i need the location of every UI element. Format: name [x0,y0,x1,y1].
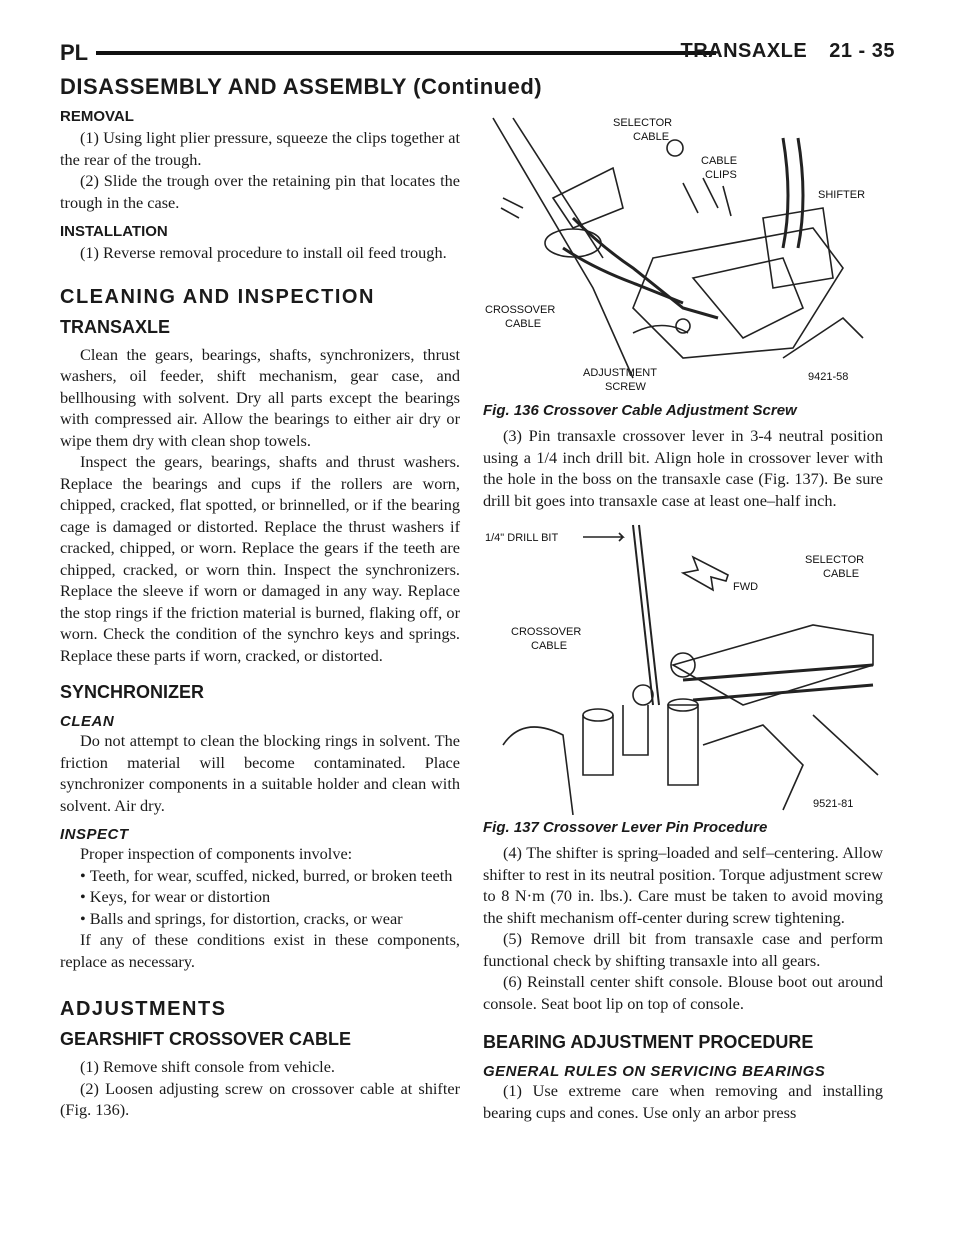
page-number: 21 - 35 [829,40,895,62]
fig137-figure-code: 9521-81 [813,798,854,810]
bullet-item [60,908,460,930]
bullet-text-3: Balls and springs, for distortion, cracks, or wear [89,908,403,928]
bullet-text-1: Teeth, for wear, scuffed, nicked, burred, or broken teeth [89,865,453,885]
transaxle-heading: TRANSAXLE [60,316,171,337]
installation-step-1: (1) Reverse removal procedure to install oil feed trough. [80,243,447,262]
bullet-text-2: Keys, for wear or distortion [89,887,271,906]
inspect-heading: INSPECT [60,826,129,843]
bullet-icon: • [80,908,86,928]
figure-136-caption: Fig. 136 Crossover Cable Adjustment Screw [483,402,797,419]
adjustments-heading: ADJUSTMENTS [60,998,227,1020]
gearshift-step-4: (4) The shifter is spring–loaded and self–centering. Allow shifter to rest in its neutral position. Torque adjustment screw to 8 N·m (70 in. lbs.). Care must be taken to avoid moving the shift mechanism off-center during screw tightening. [483,843,883,927]
header-rule [96,51,716,55]
fig136-label-shifter: SHIFTER [818,189,866,201]
crossover-lever-pin-illustration [483,515,883,815]
bullet-item [60,865,460,887]
transaxle-paragraph-2: Inspect the gears, bearings, shafts and thrust washers. Replace the bearings and cups if the rollers are worn, chipped, cracked, flat spotted, or brinnelled, or if the bearing cage is damaged or distorted. Replace the thrust washers if cracked, chipped, or worn. Replace the gears if the teeth are chipped, cracked, or worn thin. Inspect the synchronizers. Replace the sleeve if worn or damaged in any way. Replace the stop rings if the friction material is burned, flaking off, or worn. Check the condition of the synchro keys and springs. Replace these parts if worn, cracked, or distorted. [60,452,460,665]
bullet-icon: • [80,887,86,906]
inspect-conclusion: If any of these conditions exist in these components, replace as necessary. [60,930,460,971]
general-rules-heading: GENERAL RULES ON SERVICING BEARINGS [483,1063,826,1080]
removal-step-2: (2) Slide the trough over the retaining pin that locates the trough in the case. [60,171,460,212]
figure-137 [483,515,883,815]
gearshift-step-2: (2) Loosen adjusting screw on crossover cable at shifter (Fig. 136). [60,1078,460,1119]
fig137-label-drill-bit: 1/4" DRILL BIT [485,532,559,544]
clean-heading: CLEAN [60,713,115,730]
header-chapter: TRANSAXLE [680,40,808,62]
fig136-label-cable-2: CABLE [701,155,738,167]
header-title [659,40,896,63]
left-column [60,108,460,1121]
fig136-label-cable-3: CABLE [505,318,542,330]
crossover-cable-illustration [483,108,883,398]
synchronizer-heading: SYNCHRONIZER [60,682,205,702]
continued-heading: DISASSEMBLY AND ASSEMBLY (Continued) [60,74,543,99]
fig137-label-selector: SELECTOR [805,554,865,566]
fig136-label-adjustment: ADJUSTMENT [583,367,657,379]
bullet-icon: • [80,865,86,885]
gearshift-step-1: (1) Remove shift console from vehicle. [80,1057,335,1076]
gearshift-heading: GEARSHIFT CROSSOVER CABLE [60,1029,352,1049]
inspect-intro: Proper inspection of components involve: [80,844,353,863]
cleaning-inspection-heading: CLEANING AND INSPECTION [60,285,375,308]
installation-heading: INSTALLATION [60,223,168,240]
fig136-label-clips: CLIPS [705,169,737,181]
fig137-label-cable: CABLE [823,568,860,580]
fig136-label-screw: SCREW [605,381,646,393]
general-rule-1: (1) Use extreme care when removing and installing bearing cups and cones. Use only an arbor press [483,1081,883,1122]
right-column [483,108,883,1123]
fig136-label-cable: CABLE [633,131,670,143]
removal-heading: REMOVAL [60,108,134,125]
figure-137-caption: Fig. 137 Crossover Lever Pin Procedure [483,819,768,836]
gearshift-step-6: (6) Reinstall center shift console. Blouse boot out around console. Seat boot lip on top of console. [483,972,883,1013]
removal-step-1: (1) Using light plier pressure, squeeze the clips together at the rear of the trough. [60,128,460,169]
fig137-label-crossover: CROSSOVER [511,626,582,638]
fig137-label-fwd: FWD [733,581,759,593]
bullet-item [60,886,460,908]
gearshift-step-3: (3) Pin transaxle crossover lever in 3-4 neutral position using a 1/4 inch drill bit. Align hole in crossover lever with the hole in the boss on the transaxle case (Fig. 137). Be sure drill bit goes into transaxle case at least one–half inch. [483,426,883,510]
fig136-figure-code: 9421-58 [808,371,849,383]
fig136-label-crossover: CROSSOVER [485,304,556,316]
fig136-label-selector: SELECTOR [613,117,673,129]
transaxle-paragraph-1: Clean the gears, bearings, shafts, synchronizers, thrust washers, oil feeder, shift mechanism, gear case, and bellhousing with solvent. Dry all parts except the bearings with compressed air. Allow the bearings to either air dry or wipe them dry with clean shop towels. [60,344,460,450]
clean-paragraph: Do not attempt to clean the blocking rings in solvent. The friction material will become contaminated. Place synchronizer components in a suitable holder and clean with solvent. Air dry. [60,731,460,815]
fig137-label-cable-2: CABLE [531,640,568,652]
page-header [60,40,895,66]
gearshift-step-5: (5) Remove drill bit from transaxle case and perform functional check by shifting transaxle into all gears. [483,929,883,970]
header-section-code: PL [60,40,89,65]
bearing-adjustment-heading: BEARING ADJUSTMENT PROCEDURE [483,1032,814,1052]
figure-136 [483,108,883,398]
